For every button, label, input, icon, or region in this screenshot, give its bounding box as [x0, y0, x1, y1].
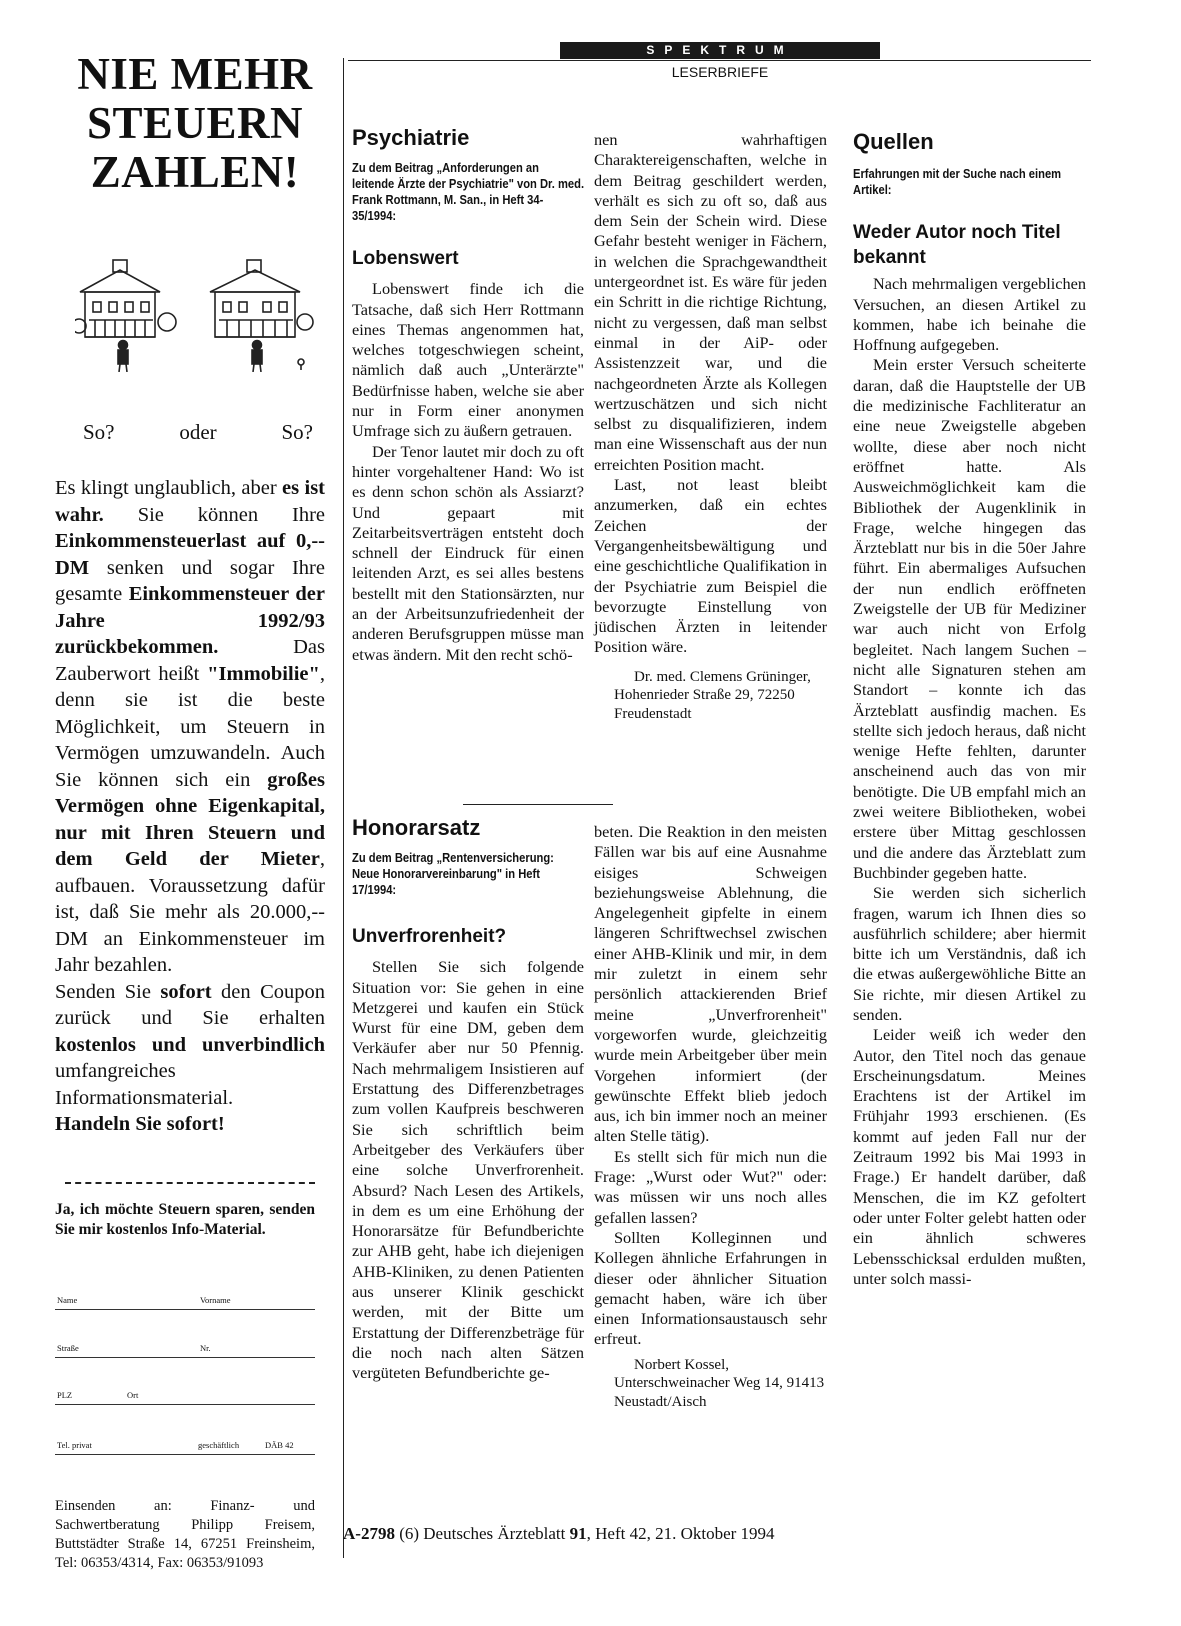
- article-reference: Zu dem Beitrag „Rentenversicherung: Neue Honorarvereinbarung" in Heft 17/1994:: [352, 850, 554, 898]
- ad-text: umfangreiches Informationsmaterial.: [55, 1060, 234, 1109]
- ad-text: , aufbauen. Voraussetzung dafür ist, daß Sie mehr als 20.000,-- DM an Einkommensteuer im Jahr bezahlen.: [55, 848, 325, 976]
- ad-body-paragraph: [55, 979, 325, 1112]
- ad-emphasis-text: Einkommensteuer der Jahre 1992/93 zurückbekommen.: [55, 583, 326, 658]
- letter-paragraph: beten. Die Reaktion in den meisten Fällen war bis auf eine Ausnahme eisiges Schweigen beziehungsweise Ablehnung, die Angelegenheit gipfelte in einem längeren Schriftwechsel zwischen einer AHB-Klinik und mir, in dem mir zuletzt in einem sehr persönlich attackierenden Brief meine „Unverfrorenheit" vorgeworfen wurde, gleichzeitig wurde mein Arbeitgeber über mein Vorgehen informiert (der gewünschte Effekt blieb jedoch aus, ich bin immer noch an meiner alten Stelle tätig).: [594, 822, 827, 1146]
- footer-volume: 91: [569, 1524, 587, 1543]
- subsection-label: LESERBRIEFE: [671, 64, 769, 80]
- letter-title: Weder Autor noch Titel bekannt: [853, 222, 1061, 269]
- article-divider: [463, 804, 613, 805]
- letter-paragraph: Last, not least bleibt anzumerken, daß ein echtes Zeichen der Vergangenheitsbewältigung und eine geschichtliche Qualifikation in der Psychiatrie zum Beispiel die bevorzugte Einstellung von jüdischen Ärzten in leitender Position wäre.: [594, 475, 827, 657]
- letter-signature: Dr. med. Clemens Grüninger, Hohenrieder Straße 29, 72250 Freudenstadt: [614, 668, 811, 722]
- ad-caption-word: So?: [281, 420, 313, 444]
- ad-headline-line: NIE MEHR: [77, 49, 313, 99]
- ad-address: Einsenden an: Finanz- und Sachwertberatung Philipp Freisem, Buttstädter Straße 14, 67251 Freinsheim, Tel: 06353/4314, Fax: 06353/91093: [55, 1498, 315, 1571]
- coupon-cut-line: [65, 1182, 315, 1184]
- psychiatrie-column-1: [352, 125, 585, 665]
- form-code: DÄB 42: [265, 1440, 294, 1450]
- honorarsatz-column-2: [594, 822, 827, 1411]
- letter-title: Unverfrorenheit?: [352, 926, 507, 948]
- footer-issue: , Heft 42, 21. Oktober 1994: [586, 1524, 775, 1543]
- form-label-tel-privat: Tel. privat: [57, 1440, 92, 1450]
- ad-text: , denn sie ist die beste Möglichkeit, um Steuern in Vermögen umzuwandeln. Auch Sie können sich ein: [55, 662, 325, 791]
- ad-emphasis-text: großes Vermögen ohne Eigenkapital, nur mit Ihren Steuern und dem Geld der Mieter: [55, 768, 325, 870]
- letter-paragraph: Der Tenor lautet mir doch zu oft hinter vorgehaltener Hand: Wo ist es denn schon schön als Assiarzt? Und gepaart mit Zeitarbeitsverträgen entsteht doch schnell der Eindruck für einen leitenden Arzt, es sei alles bestens bestellt mit den Stationsärzten, nur an der Arbeitsunzufriedenheit der anderen Berufsgruppen müsse man etwas ändern. Mit den recht schö-: [352, 441, 584, 664]
- letter-title: Lobenswert: [352, 248, 459, 270]
- letter-paragraph: Leider weiß ich weder den Autor, den Titel noch das genaue Erscheinungsdatum. Meines Erachtens ist der Artikel im Frühjahr 1993 erschienen. (Es kommt auf jeden Fall nur der Zeitraum 1992 bis Mai 1993 in Frage.) Er handelt darüber, daß Menschen, die im KZ gefoltert oder unter Folter gelebt hatten oder ein ähnlich schweres Lebensschicksal erdulden mußten, unter solch massi-: [853, 1025, 1086, 1288]
- ad-emphasis-text: kostenlos und unverbindlich: [55, 1033, 325, 1056]
- honorarsatz-column-1: [352, 815, 584, 1384]
- ad-illustration-houses: [75, 252, 315, 372]
- form-field-phone[interactable]: [55, 1440, 315, 1455]
- topic-heading: Psychiatrie: [352, 125, 470, 150]
- ad-call-to-action: Handeln Sie sofort!: [55, 1113, 225, 1135]
- ad-headline: [55, 50, 335, 197]
- ad-text: Das Zauberwort heißt: [55, 636, 325, 685]
- form-field-street[interactable]: [55, 1343, 315, 1358]
- coupon-text: Ja, ich möchte Steuern sparen, senden Sie mir kostenlos Info-Material.: [55, 1201, 315, 1238]
- footer-journal: (6) Deutsches Ärzteblatt: [394, 1524, 570, 1543]
- ad-text: Senden Sie: [55, 980, 161, 1003]
- letter-paragraph: Sie werden sich sicherlich fragen, warum ich Ihnen dies so ausführlich schildere; aber hiermit bitte ich um Verständnis, daß ich die etwas außergewöhliche Bitte an Sie richte, mir diesen Artikel zu senden.: [853, 883, 1086, 1024]
- advertisement: [55, 49, 335, 1571]
- ad-text: den Coupon zurück und Sie erhalten: [55, 980, 325, 1029]
- letter-paragraph: Sollten Kolleginnen und Kollegen ähnliche Erfahrungen in dieser oder ähnlicher Situation gemacht haben, wäre ich über einen Informationsaustausch sehr erfreut.: [594, 1227, 827, 1349]
- ad-caption: [83, 420, 313, 445]
- form-label-plz: PLZ: [57, 1390, 73, 1400]
- ad-text: Es klingt unglaublich, aber: [55, 477, 283, 499]
- page-code: A-2798: [343, 1524, 395, 1543]
- house-left-icon: [75, 260, 176, 372]
- article-reference: Zu dem Beitrag „Anforderungen an leitende Ärzte der Psychiatrie" von Dr. med. Frank Rottmann, M. San., in Heft 34-35/1994:: [352, 160, 585, 224]
- column-divider: [343, 58, 344, 1558]
- header-rule: [348, 60, 1091, 61]
- form-field-name[interactable]: [55, 1295, 315, 1310]
- letter-paragraph: Lobenswert finde ich die Tatsache, daß sich Herr Rottmann eines Themas angenommen hat, welches totgeschwiegen scheint, nämlich daß auch „Unterärzte" Bedürfnisse haben, welche sie aber nur in Form einer anonymen Umfrage sich zu äußern getrauen.: [352, 279, 584, 441]
- article-reference: Erfahrungen mit der Suche nach einem Artikel:: [853, 166, 1062, 198]
- ad-emphasis-text: sofort: [160, 980, 212, 1003]
- form-label-strasse: Straße: [57, 1343, 79, 1353]
- ad-emphasis-text: es ist wahr.: [55, 477, 326, 526]
- ad-caption-word: oder: [179, 420, 217, 444]
- ad-body: [55, 475, 325, 1138]
- ad-caption-word: So?: [83, 420, 115, 444]
- form-label-name: Name: [57, 1295, 78, 1305]
- topic-heading: Quellen: [853, 129, 934, 154]
- page-footer: [343, 1524, 775, 1544]
- psychiatrie-column-2: [594, 130, 827, 723]
- ad-text: Sie können Ihre: [103, 503, 325, 526]
- house-right-icon: [210, 260, 313, 372]
- ad-headline-line: STEUERN: [86, 98, 304, 148]
- letter-paragraph: Es stellt sich für mich nun die Frage: „Wurst oder Wut?" oder: was müssen wir uns noch alles gefallen lassen?: [594, 1146, 827, 1227]
- letter-signature: Norbert Kossel, Unterschweinacher Weg 14, 91413 Neustadt/Aisch: [614, 1356, 825, 1410]
- section-bar: SPEKTRUM: [560, 42, 880, 59]
- letter-paragraph: nen wahrhaftigen Charaktereigenschaften, welche in dem Beitrag geschildert werden, verhält es sich zu oft so, daß aus dem Sein der Schein wird. Diese Gefahr besteht weniger in Fächern, in welchen die Sprachgewandtheit untergeordnet ist. Es wäre für jeden ein Schritt in die richtige Richtung, nicht zu vergessen, daß man selbst einmal in der AiP- oder Assistenzzeit war, und die nachgeordneten Ärzte als Kollegen wertzuschätzen und sich nicht selbst zu disqualifizieren, indem man eine Wissenschaft aus der nun erreichten Position macht.: [594, 130, 827, 474]
- ad-text: senken und sogar Ihre gesamte: [55, 556, 325, 605]
- ad-emphasis-text: Einkommensteuerlast auf 0,-- DM: [55, 530, 325, 579]
- ad-emphasis-text: "Immobilie": [207, 662, 320, 685]
- letter-paragraph: Nach mehrmaligen vergeblichen Versuchen, an diesen Artikel zu kommen, habe ich beinahe die Hoffnung aufgegeben.: [853, 274, 1086, 355]
- form-label-nr: Nr.: [200, 1343, 211, 1353]
- letter-paragraph: Stellen Sie sich folgende Situation vor: Sie gehen in eine Metzgerei und kaufen ein Stück Wurst für eine DM, geben dem Verkäufer aber nur 50 Pfennig. Nach mehrmaligem Insistieren auf Erstattung des Differenzbetrages zum vollen Kaufpreis beschweren Sie sich schriftlich beim Arbeitgeber des Verkäufers über eine solche Unverfrorenheit. Absurd? Nach Lesen des Artikels, in dem es um eine Erhöhung der Honorarsätze für Befundberichte zur AHB geht, habe ich diejenigen AHB-Kliniken, zu denen Patienten aus unserer Klinik geschickt werden, mit der Bitte um Erstattung der Differenzbeträge für die noch nach alten Sätzen vergüteten Befundberichte ge-: [352, 957, 584, 1383]
- letter-paragraph: Mein erster Versuch scheiterte daran, daß die Hauptstelle der UB die medizinische Fachliteratur an eine neue Zweigstelle abgeben wollte, diese aber noch nicht eröffnet hatte. Als Ausweichmöglichkeit kam die Bibliothek der Augenklinik in Frage, welche hingegen das Ärzteblatt nur bis in die 50er Jahre führt. Ein abermaliges Aufsuchen der nun endlich eröffneten Zweigstelle der UB für Mediziner war auch nicht von Erfolg begleitet. Nach langem Suchen – nicht alle Signaturen stehen am Standort – konnte ich das Ärzteblatt ausfindig machen. Es stellte sich jedoch heraus, daß nicht wenige Hefte fehlten, darunter anscheinend auch das von mir benötigte. Die UB empfahl mich an zwei weitere Bibliotheken, wobei erstere über Mittag geschlossen und die andere das Ärzteblatt zum Buchbinder gegeben hatte.: [853, 355, 1086, 882]
- form-label-ort: Ort: [127, 1390, 139, 1400]
- topic-heading: Honorarsatz: [352, 815, 481, 840]
- quellen-column: [853, 129, 1086, 1289]
- ad-headline-line: ZAHLEN!: [90, 147, 300, 197]
- form-label-geschaeftlich: geschäftlich: [198, 1440, 240, 1450]
- form-field-city[interactable]: [55, 1390, 315, 1405]
- form-label-vorname: Vorname: [200, 1295, 231, 1305]
- ad-body-paragraph: [55, 475, 325, 979]
